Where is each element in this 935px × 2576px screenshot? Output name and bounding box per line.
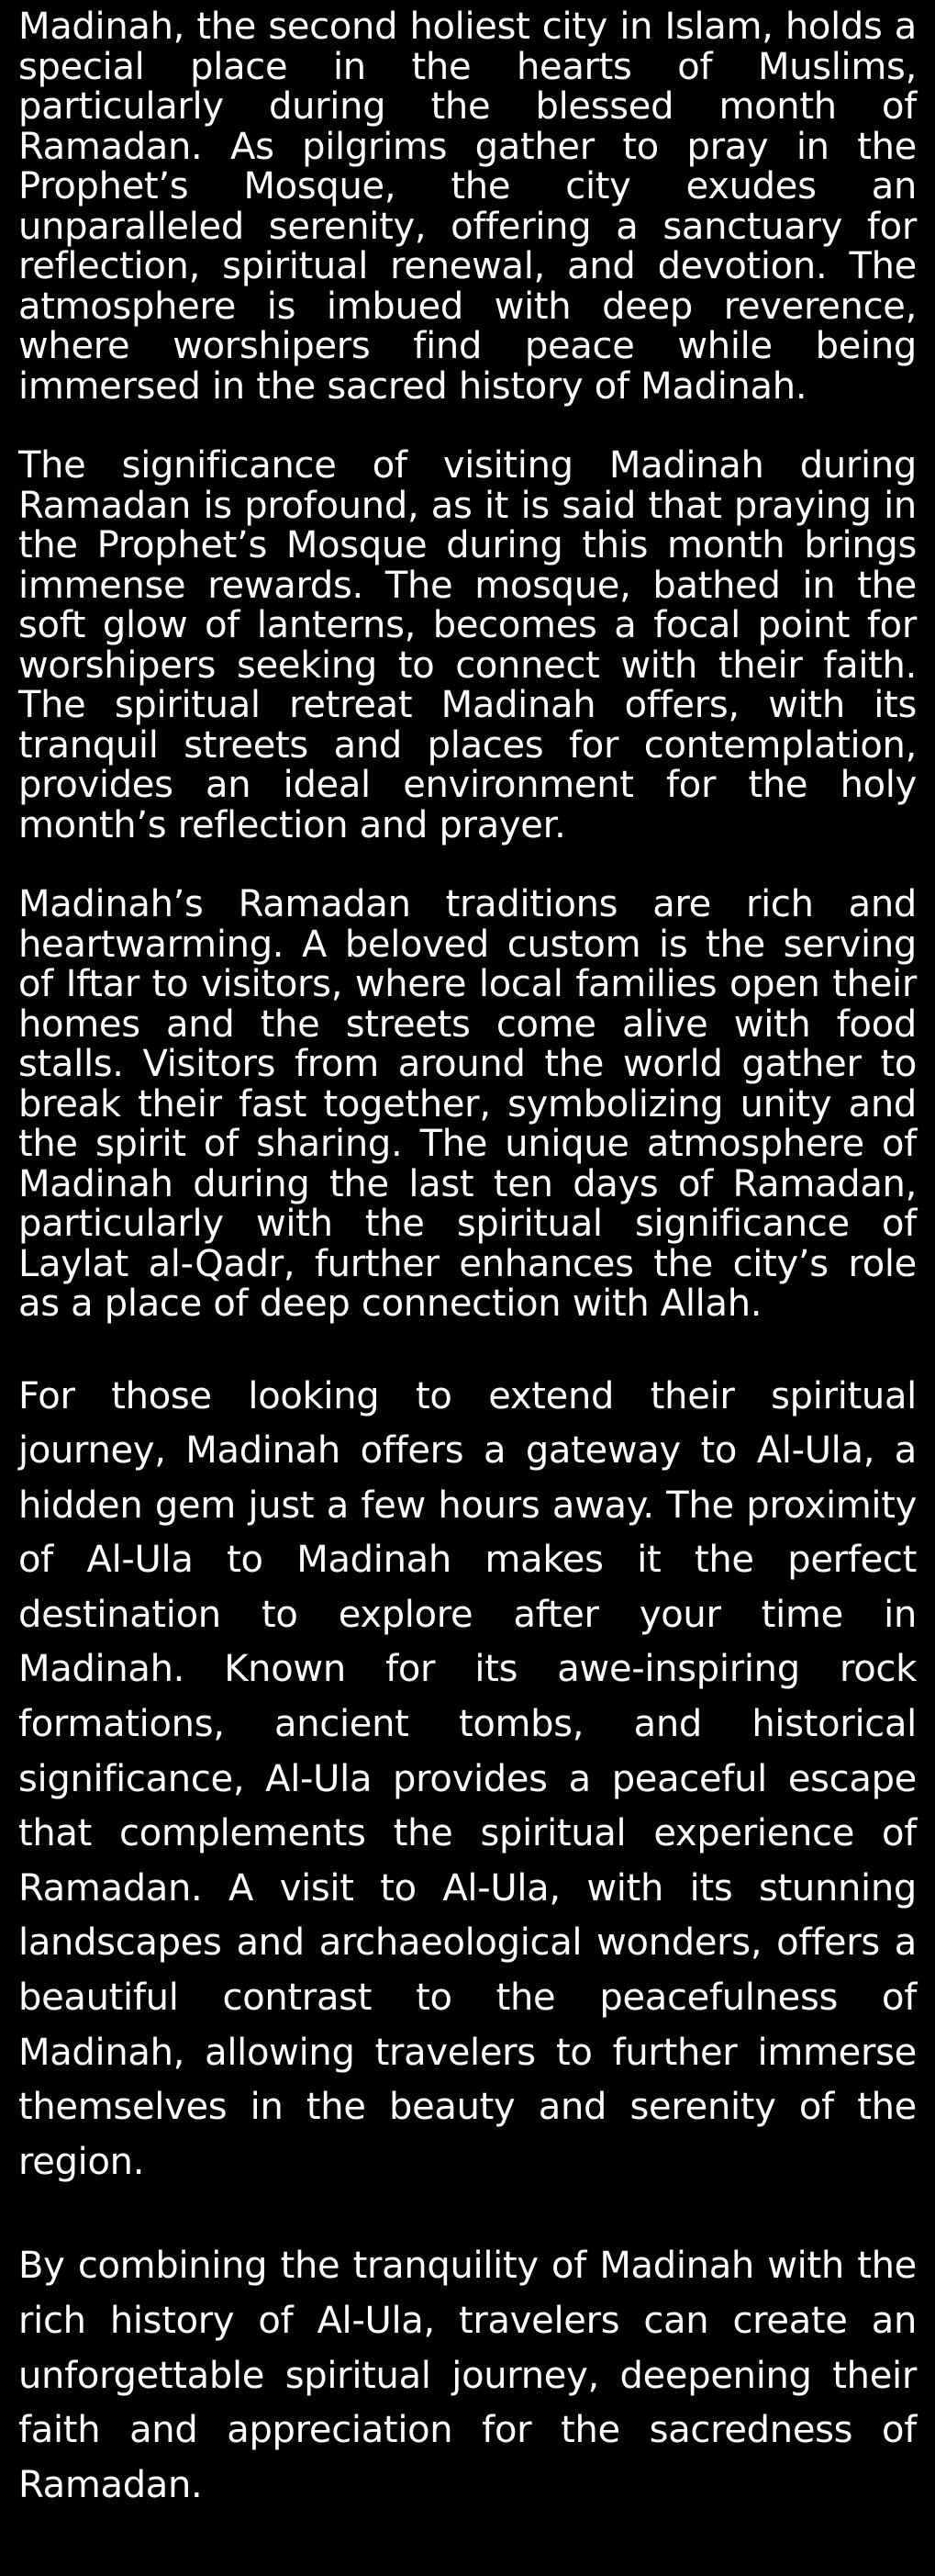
paragraph-al-ula-gateway: For those looking to extend their spiritual journey, Madinah offers a gateway to Al-Ula, a hidden gem just a few hours away. The proximity of Al-Ula to Madinah makes it the perfect destination to explore after your time in Madinah. Known for its awe-inspiring rock formations, ancient tombs, and historical significance, Al-Ula provides a peaceful escape that complements the spiritual experience of Ramadan. A visit to Al-Ula, with its stunning landscapes and archaeological wonders, offers a beautiful contrast to the peacefulness of Madinah, allowing travelers to further immerse themselves in the beauty and serenity of the region. (18, 1374, 917, 2183)
paragraph-madinah-intro: Madinah, the second holiest city in Islam, holds a special place in the hearts of Muslims, particularly during the blessed month of Ramadan. As pilgrims gather to pray in the Prophet’s Mosque, the city exudes an unparalleled serenity, offering a sanctuary for reflection, spiritual renewal, and devotion. The atmosphere is imbued with deep reverence, where worshipers find peace while being immersed in the sacred history of Madinah. (18, 6, 917, 408)
paragraph-ramadan-traditions: Madinah’s Ramadan traditions are rich and heartwarming. A beloved custom is the serving of Iftar to visitors, where local families open their homes and the streets come alive with food stalls. Visitors from around the world gather to break their fast together, symbolizing unity and the spirit of sharing. The unique atmosphere of Madinah during the last ten days of Ramadan, particularly with the spiritual significance of Laylat al-Qadr, further enhances the city’s role as a place of deep connection with Allah. (18, 883, 917, 1325)
paragraph-conclusion: By combining the tranquility of Madinah with the rich history of Al-Ula, travelers can create an unforgettable spiritual journey, deepening their faith and appreciation for the sacredness of Ramadan. (18, 2245, 917, 2506)
paragraph-ramadan-significance: The significance of visiting Madinah during Ramadan is profound, as it is said that praying in the Prophet’s Mosque during this month brings immense rewards. The mosque, bathed in the soft glow of lanterns, becomes a focal point for worshipers seeking to connect with their faith. The spiritual retreat Madinah offers, with its tranquil streets and places for contemplation, provides an ideal environment for the holy month’s reflection and prayer. (18, 444, 917, 846)
